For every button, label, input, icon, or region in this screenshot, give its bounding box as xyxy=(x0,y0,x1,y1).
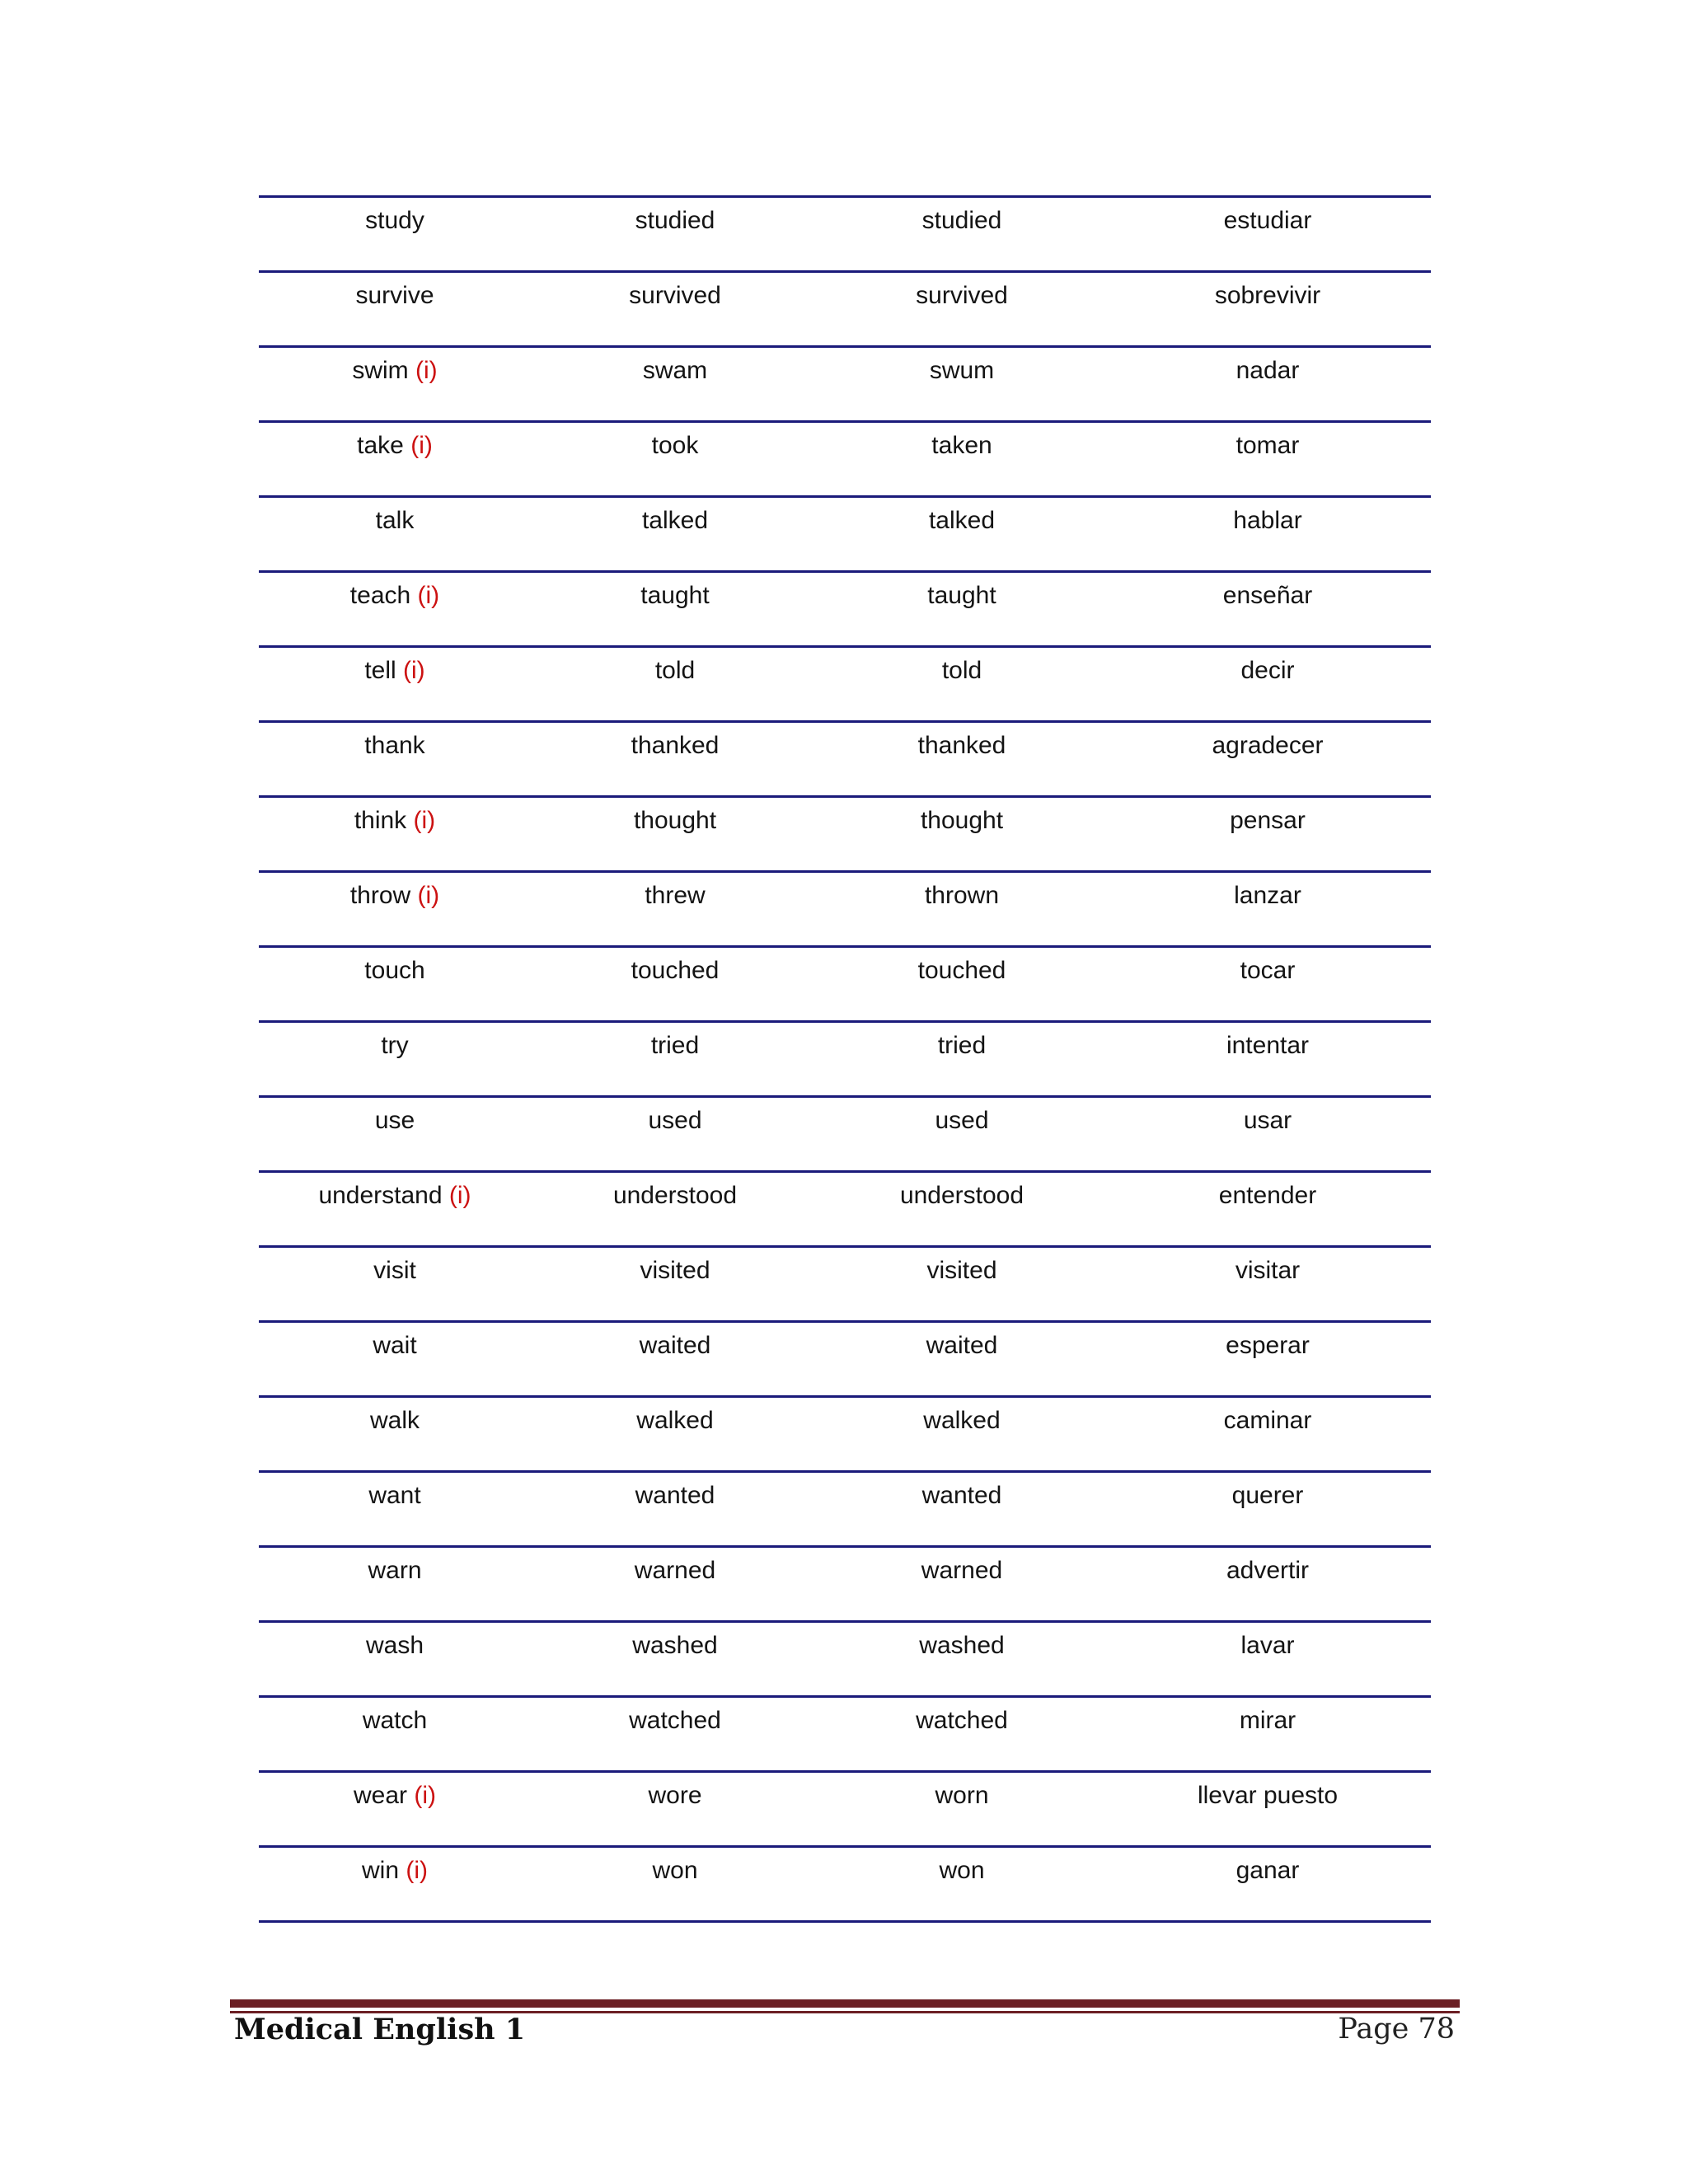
table-row xyxy=(259,1397,1431,1472)
past-participle-cell: waited xyxy=(819,1322,1104,1397)
table-row xyxy=(259,1322,1431,1397)
table-row xyxy=(259,1772,1431,1847)
spanish-translation-cell: advertir xyxy=(1104,1547,1431,1622)
past-simple-cell: waited xyxy=(531,1322,819,1397)
base-form-cell xyxy=(259,947,531,1022)
base-form-cell xyxy=(259,572,531,647)
footer-rule xyxy=(230,1999,1460,2008)
past-simple-cell: threw xyxy=(531,872,819,947)
spanish-translation-cell: lanzar xyxy=(1104,872,1431,947)
spanish-translation-cell: caminar xyxy=(1104,1397,1431,1472)
past-participle-cell: tried xyxy=(819,1022,1104,1097)
base-form: swim xyxy=(352,357,409,384)
base-form: teach xyxy=(349,582,411,609)
base-form-cell xyxy=(259,797,531,872)
past-simple-cell: used xyxy=(531,1097,819,1172)
verb-table xyxy=(259,195,1431,1923)
base-form: walk xyxy=(369,1407,420,1434)
past-participle-cell: studied xyxy=(819,197,1104,272)
past-participle-cell: worn xyxy=(819,1772,1104,1847)
spanish-translation-cell: llevar puesto xyxy=(1104,1772,1431,1847)
spanish-translation-cell: intentar xyxy=(1104,1022,1431,1097)
past-simple-cell: wanted xyxy=(531,1472,819,1547)
base-form-cell xyxy=(259,1097,531,1172)
past-participle-cell: taken xyxy=(819,422,1104,497)
past-participle-cell: used xyxy=(819,1097,1104,1172)
table-row xyxy=(259,1547,1431,1622)
past-participle-cell: wanted xyxy=(819,1472,1104,1547)
irregular-marker: (i) xyxy=(417,582,440,609)
past-participle-cell: survived xyxy=(819,272,1104,347)
table-row xyxy=(259,1472,1431,1547)
base-form: take xyxy=(357,432,404,459)
past-participle-cell: washed xyxy=(819,1622,1104,1697)
base-form-cell xyxy=(259,647,531,722)
base-form-cell xyxy=(259,422,531,497)
spanish-translation-cell: ganar xyxy=(1104,1847,1431,1922)
table-row xyxy=(259,572,1431,647)
base-form-cell xyxy=(259,722,531,797)
base-form: use xyxy=(374,1107,415,1134)
table-row xyxy=(259,722,1431,797)
spanish-translation-cell: tocar xyxy=(1104,947,1431,1022)
table-row xyxy=(259,1622,1431,1697)
irregular-marker: (i) xyxy=(448,1182,471,1209)
table-row xyxy=(259,422,1431,497)
spanish-translation-cell: lavar xyxy=(1104,1622,1431,1697)
spanish-translation-cell: querer xyxy=(1104,1472,1431,1547)
base-form: wait xyxy=(373,1332,417,1359)
spanish-translation-cell: sobrevivir xyxy=(1104,272,1431,347)
base-form-cell xyxy=(259,1322,531,1397)
past-participle-cell: thanked xyxy=(819,722,1104,797)
base-form: wear xyxy=(353,1782,408,1809)
past-participle-cell: walked xyxy=(819,1397,1104,1472)
past-simple-cell: washed xyxy=(531,1622,819,1697)
base-form: watch xyxy=(362,1707,428,1734)
past-simple-cell: understood xyxy=(531,1172,819,1247)
base-form-cell xyxy=(259,1247,531,1322)
spanish-translation-cell: esperar xyxy=(1104,1322,1431,1397)
base-form: tell xyxy=(364,657,396,684)
table-row xyxy=(259,347,1431,422)
base-form-cell xyxy=(259,1772,531,1847)
page-number: Page 78 xyxy=(1338,2013,1455,2046)
irregular-marker: (i) xyxy=(415,357,438,384)
past-simple-cell: walked xyxy=(531,1397,819,1472)
table-row xyxy=(259,497,1431,572)
past-participle-cell: touched xyxy=(819,947,1104,1022)
base-form: survive xyxy=(355,282,434,309)
table-row xyxy=(259,1697,1431,1772)
spanish-translation-cell: decir xyxy=(1104,647,1431,722)
base-form-cell xyxy=(259,1397,531,1472)
base-form-cell xyxy=(259,347,531,422)
table-row xyxy=(259,272,1431,347)
past-participle-cell: understood xyxy=(819,1172,1104,1247)
base-form: study xyxy=(365,207,424,234)
irregular-marker: (i) xyxy=(410,432,433,459)
past-simple-cell: told xyxy=(531,647,819,722)
past-participle-cell: won xyxy=(819,1847,1104,1922)
spanish-translation-cell: agradecer xyxy=(1104,722,1431,797)
past-simple-cell: took xyxy=(531,422,819,497)
past-simple-cell: swam xyxy=(531,347,819,422)
base-form: want xyxy=(368,1482,421,1509)
base-form-cell xyxy=(259,1697,531,1772)
table-row xyxy=(259,1247,1431,1322)
irregular-marker: (i) xyxy=(413,807,436,834)
spanish-translation-cell: mirar xyxy=(1104,1697,1431,1772)
base-form: understand xyxy=(318,1182,443,1209)
past-simple-cell: thought xyxy=(531,797,819,872)
base-form-cell xyxy=(259,1547,531,1622)
irregular-marker: (i) xyxy=(406,1857,428,1884)
past-participle-cell: warned xyxy=(819,1547,1104,1622)
base-form: win xyxy=(361,1857,399,1884)
table-row xyxy=(259,797,1431,872)
base-form: thank xyxy=(364,732,425,759)
past-participle-cell: thrown xyxy=(819,872,1104,947)
base-form: throw xyxy=(349,882,411,909)
past-participle-cell: swum xyxy=(819,347,1104,422)
base-form: wash xyxy=(365,1632,424,1659)
past-simple-cell: tried xyxy=(531,1022,819,1097)
base-form-cell xyxy=(259,1472,531,1547)
base-form: warn xyxy=(368,1557,422,1584)
irregular-marker: (i) xyxy=(414,1782,437,1809)
spanish-translation-cell: usar xyxy=(1104,1097,1431,1172)
past-simple-cell: wore xyxy=(531,1772,819,1847)
base-form: try xyxy=(381,1032,409,1059)
past-participle-cell: taught xyxy=(819,572,1104,647)
irregular-marker: (i) xyxy=(417,882,440,909)
table-row xyxy=(259,872,1431,947)
table-row xyxy=(259,1097,1431,1172)
past-participle-cell: told xyxy=(819,647,1104,722)
past-simple-cell: taught xyxy=(531,572,819,647)
past-simple-cell: thanked xyxy=(531,722,819,797)
spanish-translation-cell: visitar xyxy=(1104,1247,1431,1322)
base-form: touch xyxy=(364,957,425,984)
past-simple-cell: watched xyxy=(531,1697,819,1772)
base-form-cell xyxy=(259,497,531,572)
spanish-translation-cell: nadar xyxy=(1104,347,1431,422)
past-participle-cell: visited xyxy=(819,1247,1104,1322)
past-simple-cell: visited xyxy=(531,1247,819,1322)
spanish-translation-cell: tomar xyxy=(1104,422,1431,497)
footer-title: Medical English 1 xyxy=(234,2013,526,2046)
table-row xyxy=(259,1172,1431,1247)
spanish-translation-cell: enseñar xyxy=(1104,572,1431,647)
past-simple-cell: survived xyxy=(531,272,819,347)
base-form: talk xyxy=(375,507,415,534)
base-form: visit xyxy=(373,1257,416,1284)
past-simple-cell: won xyxy=(531,1847,819,1922)
past-simple-cell: talked xyxy=(531,497,819,572)
table-row xyxy=(259,1022,1431,1097)
table-row xyxy=(259,947,1431,1022)
base-form-cell xyxy=(259,272,531,347)
past-participle-cell: talked xyxy=(819,497,1104,572)
spanish-translation-cell: hablar xyxy=(1104,497,1431,572)
base-form-cell xyxy=(259,872,531,947)
table-row xyxy=(259,647,1431,722)
past-simple-cell: touched xyxy=(531,947,819,1022)
base-form-cell xyxy=(259,1622,531,1697)
base-form: think xyxy=(354,807,407,834)
table-row xyxy=(259,197,1431,272)
base-form-cell xyxy=(259,1022,531,1097)
base-form-cell xyxy=(259,1847,531,1922)
spanish-translation-cell: entender xyxy=(1104,1172,1431,1247)
table-row xyxy=(259,1847,1431,1922)
past-simple-cell: warned xyxy=(531,1547,819,1622)
spanish-translation-cell: estudiar xyxy=(1104,197,1431,272)
past-simple-cell: studied xyxy=(531,197,819,272)
spanish-translation-cell: pensar xyxy=(1104,797,1431,872)
past-participle-cell: watched xyxy=(819,1697,1104,1772)
past-participle-cell: thought xyxy=(819,797,1104,872)
base-form-cell xyxy=(259,1172,531,1247)
irregular-marker: (i) xyxy=(403,657,425,684)
base-form-cell xyxy=(259,197,531,272)
